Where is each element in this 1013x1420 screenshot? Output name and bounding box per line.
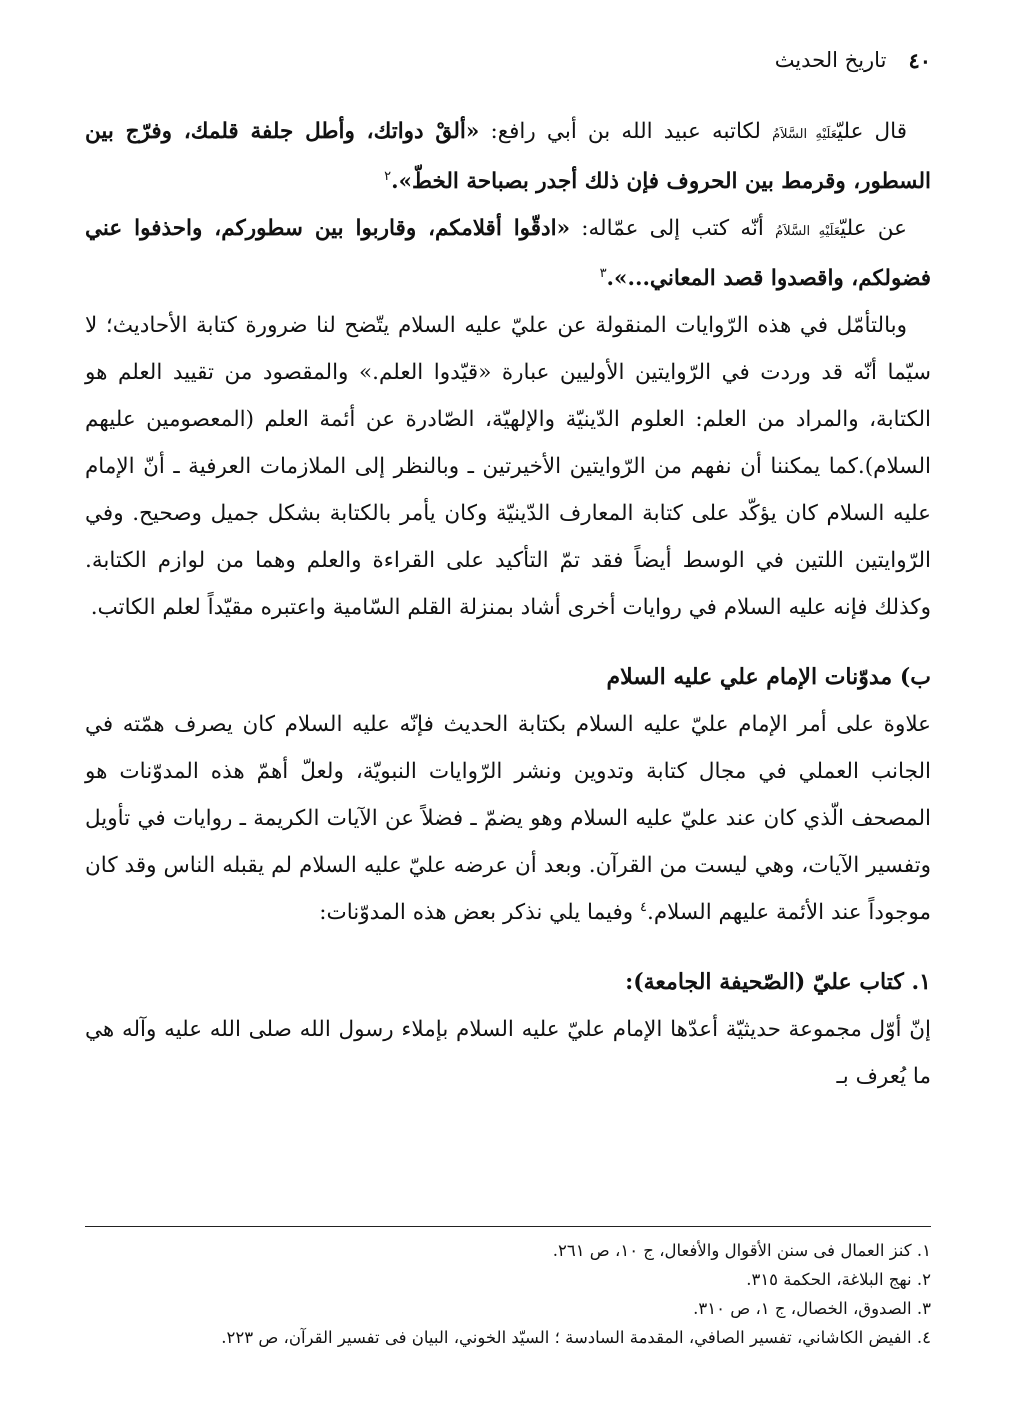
footnote-ref-4: ٤: [640, 899, 647, 915]
footnote-3: ٣. الصدوق، الخصال، ج ١، ص ٣١٠.: [693, 1299, 931, 1318]
honorific-2: عَلَيْهِ السَّلاَمُ: [775, 224, 841, 239]
page-number: ٤٠: [908, 47, 931, 73]
section-b-heading: ب) مدوّنات الإمام علي عليه السلام: [606, 664, 931, 690]
paragraph-2-intro: أنّه كتب إلى عمّاله:: [570, 216, 776, 241]
footnotes: [85, 1236, 931, 1352]
paragraph-1: [85, 108, 931, 205]
paragraph-1-intro: لكاتبه عبيد الله بن أبي رافع:: [479, 119, 773, 144]
footnote-divider: [85, 1226, 931, 1227]
footnote-ref-3: ٣: [599, 265, 607, 281]
section-b-text: [85, 701, 931, 936]
page-body: [85, 108, 931, 1100]
section-1-text: إنّ أوّل مجموعة حديثيّة أعدّها الإمام عليّ عليه السلام بإملاء رسول الله صلى الله عليه وآله هي ما يُعرف بـ: [85, 1017, 931, 1089]
footnote-ref-2: ٢: [384, 168, 392, 184]
honorific-1: عَلَيْهِ السَّلاَمُ: [772, 127, 837, 142]
section-b-body-after: وفيما يلي نذكر بعض هذه المدوّنات:: [319, 900, 640, 925]
paragraph-1-lead: قال عليّ: [836, 119, 908, 144]
footnote-2: ٢. نهج البلاغة، الحكمة ٣١٥.: [746, 1270, 931, 1289]
running-title: تاريخ الحديث: [774, 48, 887, 72]
paragraph-1-quote: «ألقْ دواتك، وأطل جلفة قلمك، وفرّج بين السطور، وقرمط بين الحروف فإن ذلك أجدر بصباحة الخطّ».: [85, 119, 931, 194]
footnote-1: ١. كنز العمال فى سنن الأقوال والأفعال، ج ١٠، ص ٢٦١.: [552, 1241, 931, 1260]
paragraph-2: [85, 205, 931, 302]
section-b-body: علاوة على أمر الإمام عليّ عليه السلام بكتابة الحديث فإنّه عليه السلام كان يصرف همّته في الجانب العملي في مجال كتابة وتدوين ونشر الرّوايات النبويّة، ولعلّ أهمّ هذه المدوّنات هو المصحف الّذي كان عند عليّ عليه السلام وهو يضمّ ـ فضلاً عن الآيات الكريمة ـ روايات في تأويل وتفسير الآيات، وهي ليست من القرآن. وبعد أن عرضه عليّ عليه السلام لم يقبله الناس وقد كان موجوداً عند الأئمة عليهم السلام.: [85, 712, 931, 925]
section-1-heading: ١. كتاب عليّ (الصّحيفة الجامعة):: [625, 969, 931, 995]
paragraph-2-lead: عن عليّ: [840, 216, 907, 241]
running-header: [85, 40, 931, 80]
footnote-4: ٤. الفيض الكاشاني، تفسير الصافي، المقدمة السادسة ؛ السيّد الخوني، البيان فى تفسير القرآن، ص ٢٢٣.: [221, 1328, 931, 1347]
paragraph-3: وبالتأمّل في هذه الرّوايات المنقولة عن عليّ عليه السلام يتّضح لنا ضرورة كتابة الأحاديث؛ لا سيّما أنّه قد وردت في الرّوايتين الأوليين عبارة «قيّدوا العلم.» والمقصود من تقييد العلم هو الكتابة، والمراد من العلم: العلوم الدّينيّة والإلهيّة، الصّادرة عن أئمة العلم (المعصومين عليهم السلام).كما يمكننا أن نفهم من الرّوايتين الأخيرتين ـ وبالنظر إلى الملازمات العرفية ـ أنّ الإمام عليه السلام كان يؤكّد على كتابة المعارف الدّينيّة وكان يأمر بالكتابة بشكل جميل وصحيح. وفي الرّوايتين اللتين في الوسط أيضاً فقد تمّ التأكيد على القراءة والعلم وهما من لوازم الكتابة. وكذلك فإنه عليه السلام في روايات أخرى أشاد بمنزلة القلم السّامية واعتبره مقيّداً لعلم الكاتب.: [85, 313, 931, 620]
paragraph-2-quote: «ادقّوا أقلامكم، وقاربوا بين سطوركم، واحذفوا عني فضولكم، واقصدوا قصد المعاني...».: [85, 216, 931, 291]
